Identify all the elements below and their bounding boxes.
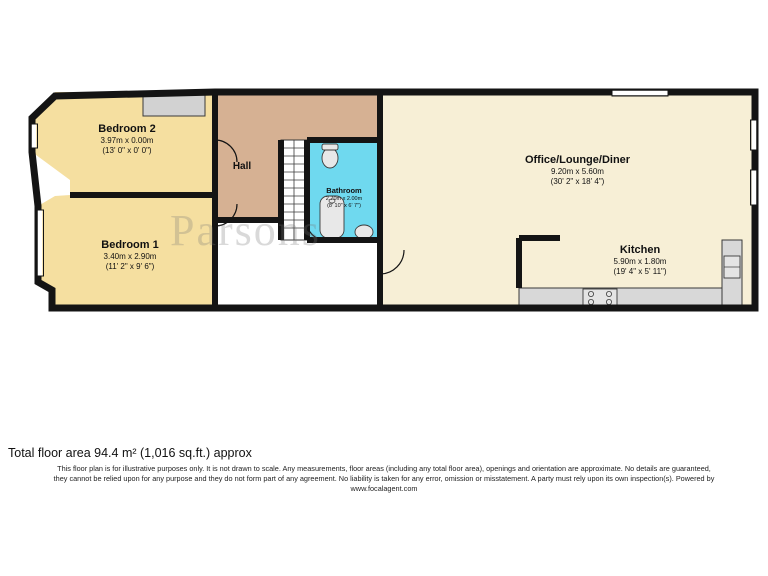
room-dim-metric-bedroom-2: 3.97m x 0.00m xyxy=(100,136,154,146)
room-dim-metric-bedroom-1: 3.40m x 2.90m xyxy=(103,252,157,262)
room-fill-office-lounge-diner xyxy=(380,92,755,308)
room-name-bedroom-2: Bedroom 2 xyxy=(98,123,156,135)
disclaimer-line-1: This floor plan is for illustrative purposes only. It is not drawn to scale. Any measurements, floor areas (including any total floor area), openings and orientation are approximate. No details are guaranteed, xyxy=(57,464,711,473)
fixture-hob xyxy=(583,289,617,307)
fixture-basin xyxy=(355,225,373,239)
room-dim-metric-kitchen: 5.90m x 1.80m xyxy=(613,257,667,267)
room-fill-bedroom-1 xyxy=(38,195,215,308)
room-fills xyxy=(32,92,755,308)
room-name-bathroom: Bathroom xyxy=(326,186,362,195)
room-name-kitchen: Kitchen xyxy=(619,244,661,256)
fixture-staircase xyxy=(281,140,307,240)
room-dim-metric-office-lounge-diner: 9.20m x 5.60m xyxy=(551,167,604,177)
disclaimer xyxy=(8,464,760,494)
room-dim-imperial-bedroom-1: (11' 2" x 9' 6") xyxy=(105,262,155,272)
room-dim-imperial-bedroom-2: (13' 0" x 0' 0") xyxy=(102,146,152,156)
fixture-sink xyxy=(724,256,740,278)
room-name-hall: Hall xyxy=(232,161,252,172)
room-dim-imperial-office-lounge-diner: (30' 2" x 18' 4") xyxy=(550,177,605,187)
total-floor-area: Total floor area 94.4 m² (1,016 sq.ft.) approx xyxy=(8,446,252,460)
disclaimer-line-2: they cannot be relied upon for any purpose and they do not form part of any agreement. No liability is taken for any error, omission or misstatement. A party must rely upon its own inspection(s). Powered by xyxy=(53,473,715,483)
watermark-text: Parsons xyxy=(170,206,321,255)
footer xyxy=(0,446,768,494)
room-dim-imperial-kitchen: (19' 4" x 5' 11") xyxy=(613,267,667,277)
room-dim-imperial-bathroom: (8' 10" x 6' 7") xyxy=(327,202,361,209)
room-name-bedroom-1: Bedroom 1 xyxy=(101,239,159,251)
room-name-office-lounge-diner: Office/Lounge/Diner xyxy=(524,154,631,166)
fixture-bath xyxy=(320,196,344,238)
room-dim-metric-bathroom: 2.70m x 2.00m xyxy=(325,195,363,202)
fixture-toilet xyxy=(322,144,338,168)
fixture-wardrobe-bedroom-2 xyxy=(143,94,205,116)
disclaimer-line-3: www.focalagent.com xyxy=(350,483,418,493)
